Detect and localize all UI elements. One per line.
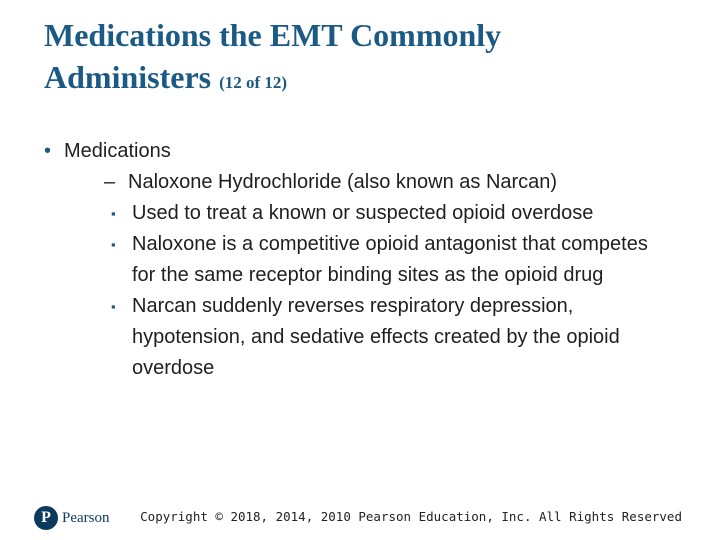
pearson-wordmark: Pearson	[62, 509, 110, 526]
bullet-level-2	[44, 167, 704, 198]
dash-icon: –	[104, 171, 116, 193]
title-main: Administers	[44, 59, 212, 95]
square-bullet-icon: ▪	[111, 206, 116, 221]
bullet-text: Naloxone is a competitive opioid antagonist that competes for the same receptor binding sites as the opioid drug	[132, 233, 648, 286]
bullet-text: Naloxone Hydrochloride (also known as Narcan)	[128, 171, 558, 193]
square-bullet-icon: ▪	[111, 237, 116, 252]
bullet-level-3	[44, 198, 704, 229]
square-bullet-icon: ▪	[111, 299, 116, 314]
bullet-dot-icon: •	[44, 140, 52, 162]
bullet-text: Medications	[64, 140, 171, 162]
slide-title	[44, 14, 684, 104]
bullet-level-3	[44, 291, 704, 384]
bullet-level-1	[44, 136, 704, 167]
title-line-1: Medications the EMT Commonly	[44, 17, 502, 53]
slide-count: (12 of 12)	[219, 73, 288, 92]
bullet-level-3	[44, 229, 704, 291]
bullet-text: Narcan suddenly reverses respiratory depression, hypotension, and sedative effects created by the opioid overdose	[132, 295, 620, 379]
pearson-p-icon: P	[34, 506, 58, 530]
bullet-text: Used to treat a known or suspected opioid overdose	[132, 202, 594, 224]
title-line-2	[44, 56, 684, 104]
copyright-notice: Copyright © 2018, 2014, 2010 Pearson Education, Inc. All Rights Reserved	[140, 509, 682, 524]
pearson-logo	[34, 505, 110, 531]
slide-body	[44, 136, 704, 384]
